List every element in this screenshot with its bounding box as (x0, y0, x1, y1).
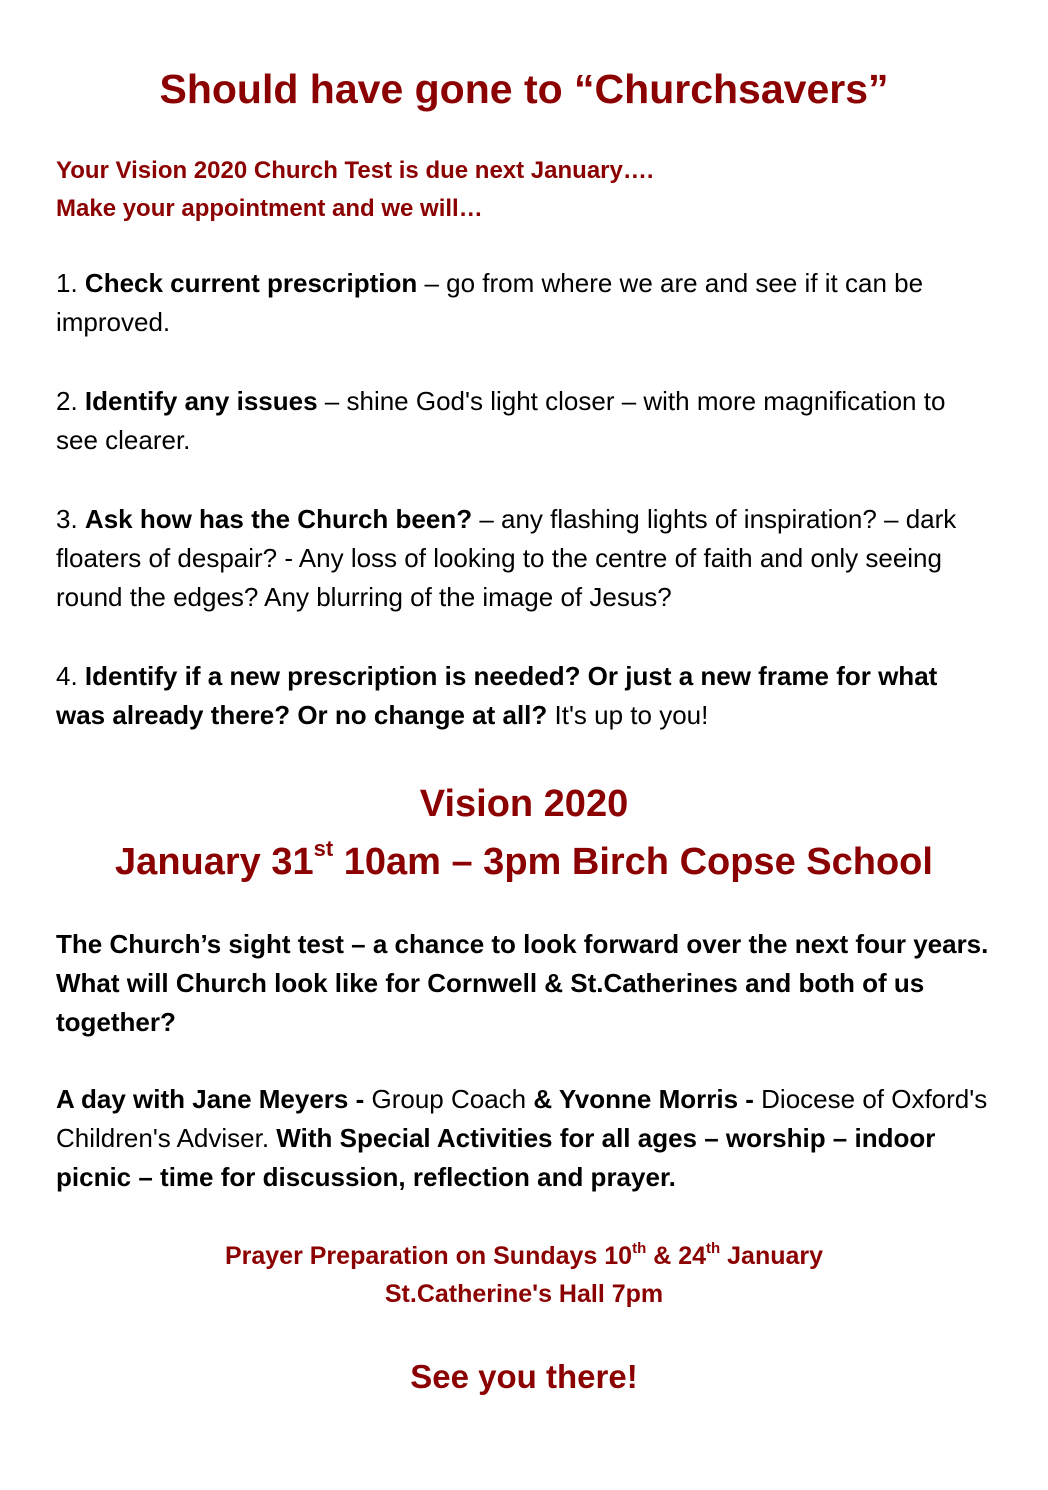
event-description: The Church’s sight test – a chance to look forward over the next four years. What will Church look like for Cornwell & St.Catherines and both of us together? (56, 929, 989, 1037)
prayer-date-suffix-1: th (632, 1239, 647, 1257)
step-text: – shine God's light closer – with more magnification to see clearer. (56, 386, 946, 455)
step-heading: Identify any issues (84, 386, 318, 416)
prayer-text-end: January (720, 1242, 824, 1270)
step-text: – go from where we are and see if it can be improved. (56, 268, 924, 337)
event-date-line (56, 833, 992, 891)
step-number: 4. (56, 661, 85, 691)
step-heading: Ask how has the Church been? (84, 504, 473, 534)
day-host-1: A day with Jane Meyers - (56, 1084, 372, 1114)
step-text: It's up to you! (547, 700, 709, 730)
step-item-4 (56, 657, 992, 735)
step-heading: Check current prescription (84, 268, 418, 298)
step-heading: Identify if a new prescription is needed? Or just a new frame for what was already there? Or no change at all? (56, 661, 938, 730)
step-item-2 (56, 382, 992, 460)
day-host-2-role: Diocese of Oxford's Children's Adviser. (56, 1084, 988, 1153)
intro-block (56, 152, 992, 228)
step-item-1 (56, 264, 992, 342)
closing-line: See you there! (410, 1358, 638, 1395)
prayer-line-1 (56, 1237, 992, 1275)
prayer-preparation (56, 1237, 992, 1313)
event-date: January 31 (115, 841, 314, 883)
prayer-text-start: Prayer Preparation on Sundays 10 (224, 1242, 633, 1270)
event-time-venue: 10am – 3pm Birch Copse School (333, 841, 933, 883)
step-number: 2. (56, 386, 85, 416)
step-text: – any flashing lights of inspiration? – dark floaters of despair? - Any loss of looking to the centre of faith and only seeing round the edges? Any blurring of the image of Jesus? (56, 504, 957, 612)
prayer-date-suffix-2: th (706, 1239, 721, 1257)
day-activities: With Special Activities for all ages – worship – indoor picnic – time for discussion, reflection and prayer. (56, 1123, 936, 1192)
steps-list (56, 264, 992, 735)
step-item-3 (56, 500, 992, 617)
step-number: 3. (56, 504, 85, 534)
event-heading (56, 775, 992, 891)
prayer-text-mid: & 24 (646, 1242, 707, 1270)
day-details (56, 1080, 992, 1197)
page-title: Should have gone to “Churchsavers” (159, 66, 889, 112)
day-host-2: & Yvonne Morris - (533, 1084, 762, 1114)
day-host-1-role: Group Coach (371, 1084, 534, 1114)
prayer-location: St.Catherine's Hall 7pm (384, 1280, 664, 1308)
event-title: Vision 2020 (419, 783, 629, 825)
step-number: 1. (56, 268, 85, 298)
intro-line-1: Your Vision 2020 Church Test is due next January…. (56, 157, 654, 184)
event-date-suffix: st (313, 836, 334, 862)
intro-line-2: Make your appointment and we will… (56, 195, 483, 222)
